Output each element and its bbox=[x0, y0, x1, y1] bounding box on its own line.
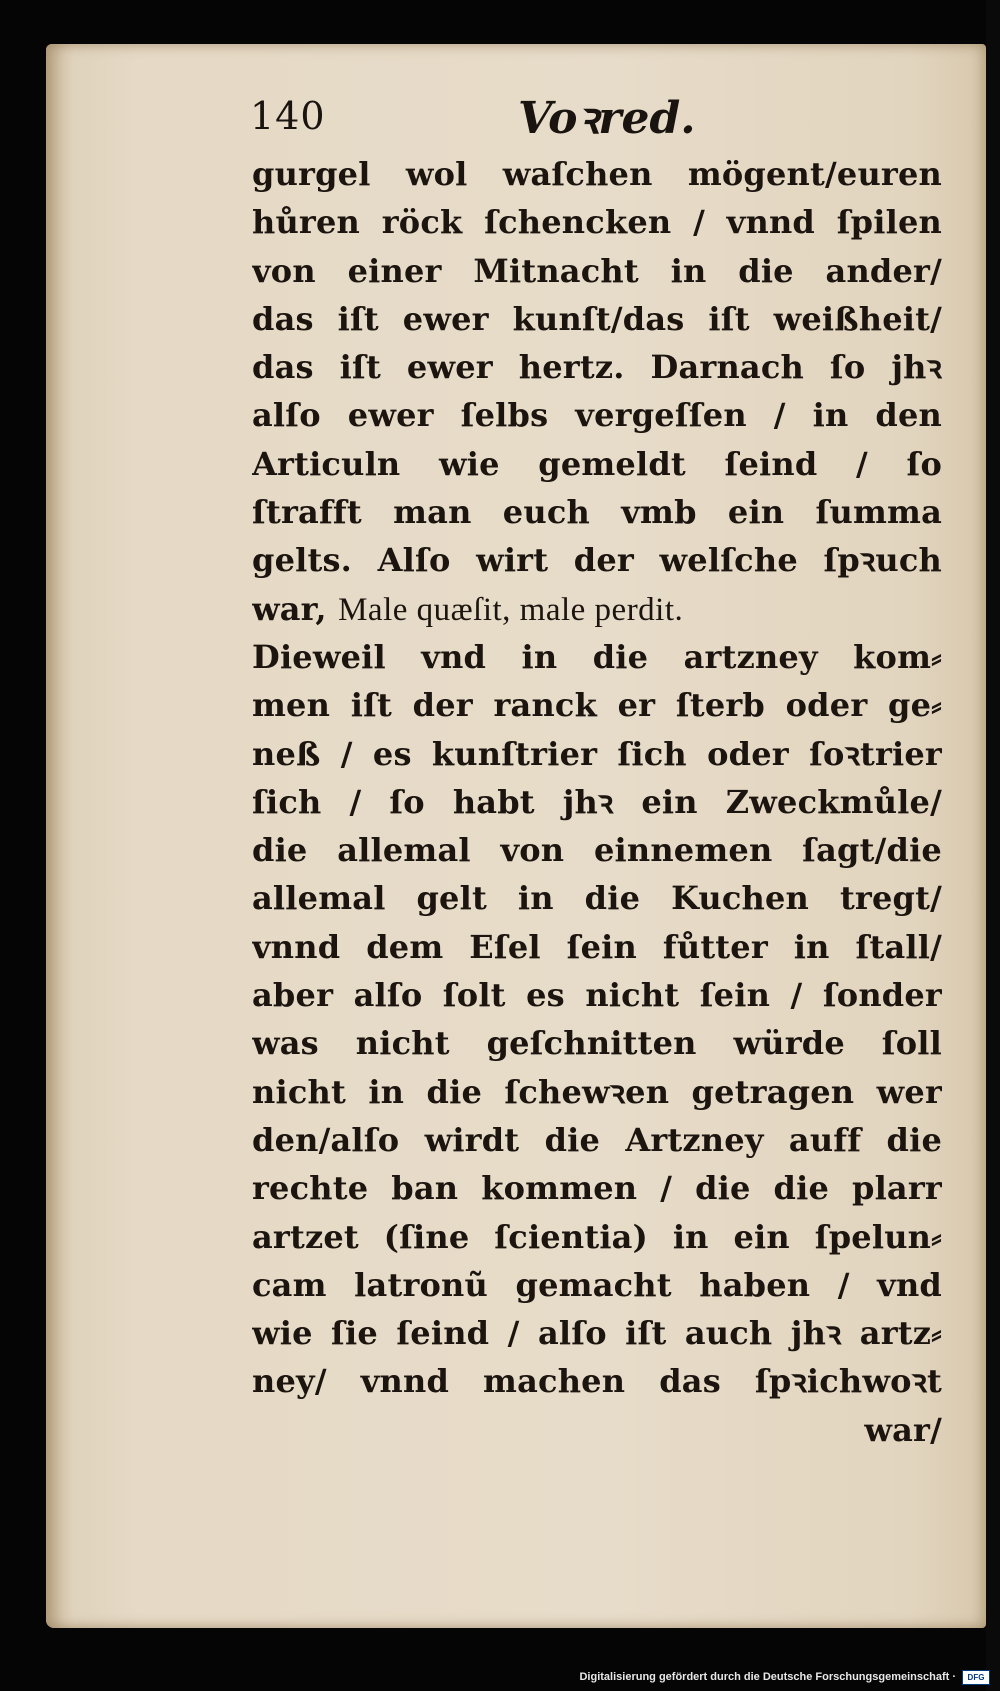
text-line: neß / es kunſtrier ſich oder ſoꝛtrier bbox=[252, 734, 942, 773]
text-line: vnnd dem Eſel ſein fůtter in ſtall/ bbox=[252, 927, 942, 966]
text-line: Articuln wie gemeldt ſeind / ſo bbox=[252, 444, 942, 483]
text-line: ſich / ſo habt jhꝛ ein Zweckmůle/ bbox=[252, 782, 942, 821]
catchword: war/ bbox=[864, 1410, 942, 1449]
page-header bbox=[250, 86, 940, 146]
text-fragment: war, bbox=[252, 589, 339, 628]
running-head: Voꝛred. bbox=[518, 93, 696, 144]
credit-text: Digitalisierung gefördert durch die Deutsche Forschungsgemeinschaft · bbox=[579, 1671, 956, 1683]
text-line: nicht in die ſchewꝛen getragen wer bbox=[252, 1072, 942, 1111]
text-line: wie ſie ſeind / alſo iſt auch jhꝛ artz⸗ bbox=[252, 1314, 942, 1353]
scan-border bbox=[986, 0, 1000, 1691]
text-line: gelts. Alſo wirt der welſche ſpꝛuch bbox=[252, 541, 942, 580]
text-line: aber alſo ſolt es nicht ſein / ſonder bbox=[252, 976, 942, 1015]
text-line: die allemal von einnemen ſagt/die bbox=[252, 831, 942, 870]
text-line: das iſt ewer kunſt/das iſt weißheit/ bbox=[252, 299, 942, 338]
text-line: ney/ vnnd machen das ſpꝛichwoꝛt bbox=[252, 1362, 942, 1401]
dfg-logo-icon: DFG bbox=[962, 1670, 990, 1685]
body-text bbox=[252, 150, 942, 1454]
text-line: allemal gelt in die Kuchen tregt/ bbox=[252, 879, 942, 918]
text-line: artzet (ſine ſcientia) in ein ſpelun⸗ bbox=[252, 1217, 942, 1256]
text-line: gurgel wol waſchen mögent/euren bbox=[252, 155, 942, 193]
text-line: den/alſo wirdt die Artzney auff die bbox=[252, 1120, 942, 1159]
text-line: alſo ewer ſelbs vergeſſen / in den bbox=[252, 396, 942, 435]
text-line: von einer Mitnacht in die ander/ bbox=[252, 251, 942, 290]
paragraph-start-line: Dieweil vnd in die artzney kom⸗ bbox=[252, 637, 942, 676]
page-number: 140 bbox=[250, 94, 326, 138]
text-line: was nicht geſchnitten würde ſoll bbox=[252, 1024, 942, 1063]
text-line-latin bbox=[252, 585, 942, 633]
text-line: ſtrafft man euch vmb ein ſumma bbox=[252, 493, 942, 532]
latin-phrase: Male quæſit, male perdit. bbox=[338, 591, 684, 628]
text-line: rechte ban kommen / die die plarr bbox=[252, 1169, 942, 1208]
text-line: cam latronũ gemacht haben / vnd bbox=[252, 1265, 942, 1304]
text-line: hůren röck ſchencken / vnnd ſpilen bbox=[252, 203, 942, 242]
digitization-credit bbox=[579, 1667, 990, 1687]
text-line: men iſt der ranck er ſterb oder ge⸗ bbox=[252, 686, 942, 725]
text-line: das iſt ewer hertz. Darnach ſo jhꝛ bbox=[252, 348, 942, 387]
